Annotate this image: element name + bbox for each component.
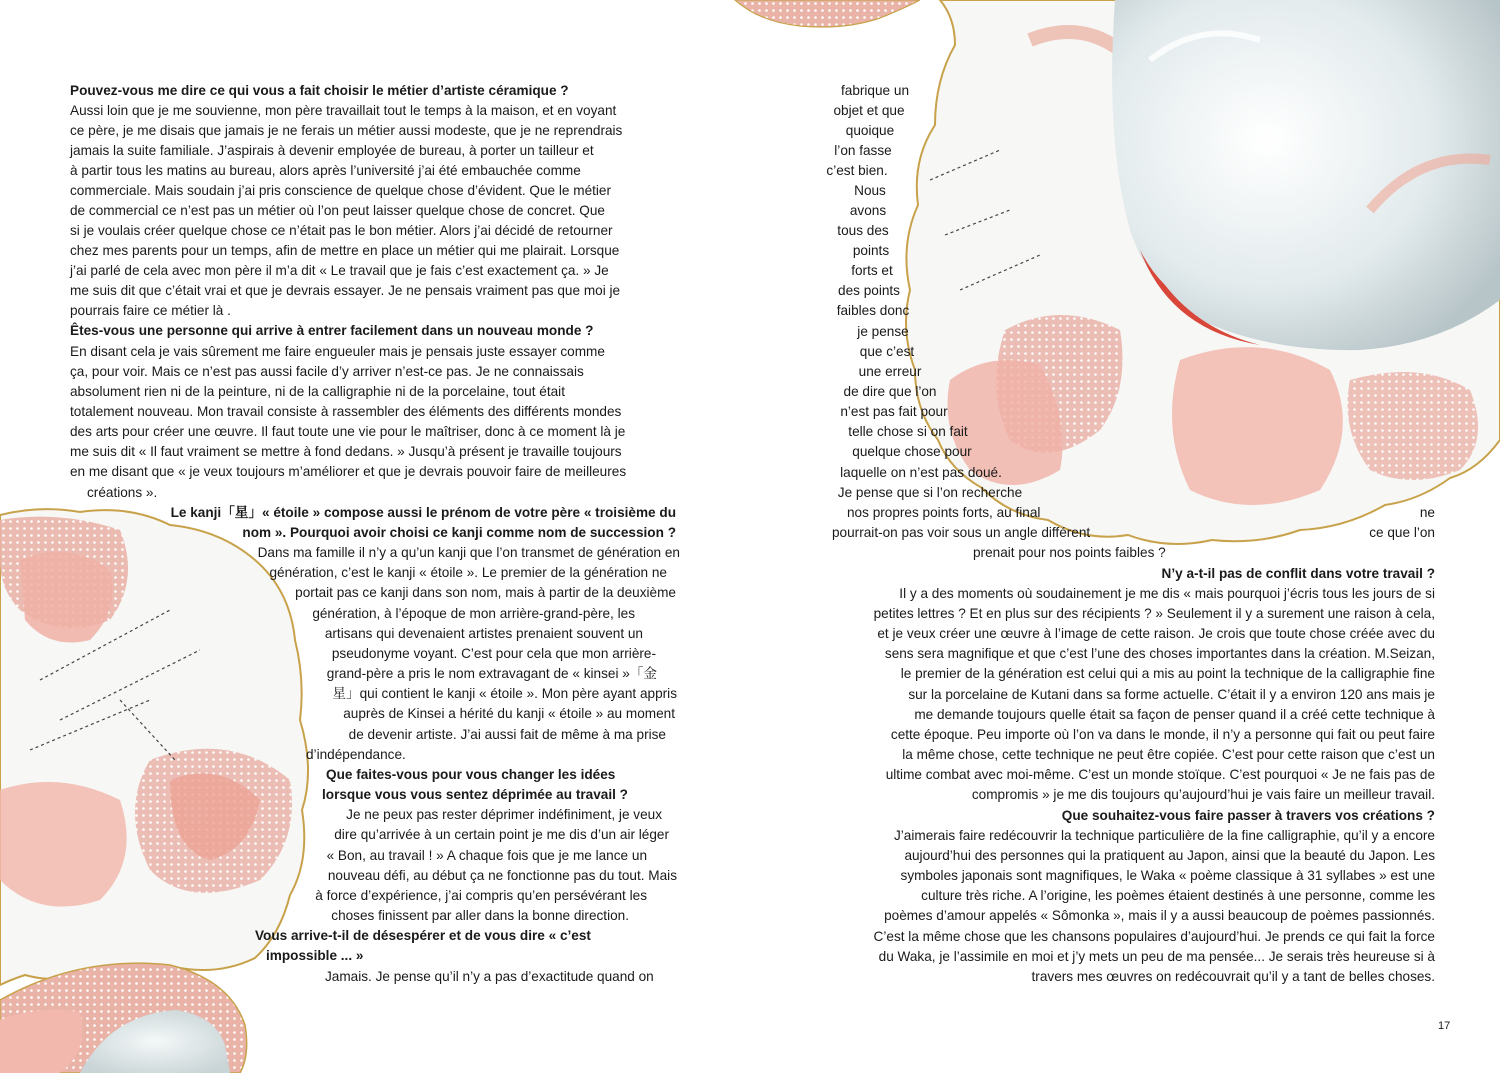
text-line: aujourd’hui des personnes qui la pratiquent au Japon, ainsi que la beauté du Japon. Les — [904, 848, 1435, 863]
text-line: génération, à l’époque de mon arrière-grand-père, les — [312, 606, 635, 621]
text-line: choses finissent par aller dans la bonne direction. — [331, 908, 629, 923]
text-line: la même chose, cette technique ne peut être copiée. C’est pour cette raison que c’est un — [902, 747, 1435, 762]
text-line: Dans ma famille il n’y a qu’un kanji que l’on transmet de génération en — [257, 545, 680, 560]
text-line: quoique — [845, 123, 895, 138]
text-line: « Bon, au travail ! » A chaque fois que je me lance un — [326, 848, 647, 863]
text-line: c’est bien. — [826, 163, 888, 178]
question-heading-6: N’y a-t-il pas de conflit dans votre travail ? — [1161, 566, 1435, 581]
text-line: pourrais faire ce métier là . — [70, 303, 231, 318]
text-line: ultime combat avec moi-même. C’est un monde stoïque. C’est pourquoi « Je ne fais pas de — [885, 767, 1435, 782]
text-line: nos propres points forts, au final — [847, 505, 1041, 520]
text-line: artisans qui devenaient artistes prenaient souvent un — [324, 626, 643, 641]
text-line: me demande toujours quelle était sa façon de penser quand il a créé cette technique à — [914, 707, 1435, 722]
text-line: laquelle on n’est pas doué. — [840, 465, 1002, 480]
text-line: totalement nouveau. Mon travail consiste à rassembler des éléments des différents mondes — [70, 404, 622, 419]
text-line: C’est la même chose que les chansons populaires d’aujourd’hui. Je prends ce qui fait la force — [873, 929, 1435, 944]
text-line: points — [852, 243, 890, 258]
text-line: Jamais. Je pense qu’il n’y a pas d’exactitude quand on — [325, 969, 654, 984]
text-line: le premier de la génération est celui qui a mis au point la technique de la calligraphie fine — [900, 666, 1435, 681]
text-line: ne — [1419, 505, 1435, 520]
text-line: portait pas ce kanji dans son nom, mais à partir de la deuxième — [295, 585, 676, 600]
text-line: poèmes d’amour appelés « Sômonka », mais il y a aussi beaucoup de poèmes passionnés. — [884, 908, 1435, 923]
text-line: l’on fasse — [834, 143, 892, 158]
text-line: telle chose si on fait — [848, 424, 968, 439]
text-line: auprès de Kinsei a hérité du kanji « étoile » au moment — [343, 706, 675, 721]
text-line: J’aimerais faire redécouvrir la technique particulière de la fine calligraphie, qu’il y a encore — [893, 828, 1435, 843]
text-line: absolument rien ni de la peinture, ni de la calligraphie ni de la porcelaine, tout était — [70, 384, 565, 399]
text-line: jamais la suite familiale. J’aspirais à devenir employée de bureau, à porter un tailleur et — [70, 143, 594, 158]
text-line: en me disant que « je veux toujours m’améliorer et que je devrais pouvoir faire de meilleures — [70, 464, 627, 479]
text-line: petites lettres ? Et en plus sur des récipients ? » Seulement il y a surement une raison à cela, — [873, 606, 1435, 621]
text-line: avons — [849, 203, 887, 218]
text-line: que c’est — [859, 344, 915, 359]
text-line: des arts pour créer une œuvre. Il faut toute une vie pour le maîtriser, donc à ce moment là je — [70, 424, 626, 439]
text-line: 星」qui contient le kanji « étoile ». Mon père ayant appris — [332, 686, 677, 701]
text-line: Nous — [854, 183, 886, 198]
text-line: grand-père a pris le nom extravagant de « kinsei »「金 — [326, 666, 657, 681]
text-line: pseudonyme voyant. C’est pour cela que mon arrière- — [331, 646, 656, 661]
text-line: commerciale. Mais soudain j’ai pris conscience de quelque chose d’évident. Que le métier — [70, 183, 612, 198]
question-heading-3: Le kanji「星」« étoile » compose aussi le prénom de votre père « troisième du — [170, 505, 676, 520]
text-line: Je pense que si l’on recherche — [837, 485, 1023, 500]
saucer-bottom-left — [0, 509, 308, 985]
question-heading-4-cont: lorsque vous vous sentez déprimée au travail ? — [322, 787, 628, 802]
text-line: une erreur — [858, 364, 922, 379]
text-line: sur la porcelaine de Kutani dans sa forme actuelle. C’était il y a environ 120 ans mais je — [908, 687, 1435, 702]
question-heading-7: Que souhaitez-vous faire passer à travers vos créations ? — [1061, 808, 1435, 823]
text-line: ce que l’on — [1369, 525, 1435, 540]
text-line: nouveau défi, au début ça ne fonctionne pas du tout. Mais — [327, 868, 677, 883]
text-line: ça, pour voir. Mais ce n’est pas aussi facile d’y arriver n’est-ce pas. Je ne connaissais — [70, 364, 584, 379]
text-line: dire qu’arrivée à un certain point je me dis d’un air léger — [334, 827, 669, 842]
text-line: je pense — [857, 324, 909, 339]
text-line: forts et — [851, 263, 893, 278]
text-line: prenait pour nos points faibles ? — [973, 545, 1166, 560]
saucer-top-peek — [735, 0, 920, 27]
text-line: me suis dit que c’était vrai et que je devrais essayer. Je ne pensais vraiment pas que moi je — [70, 283, 621, 298]
text-line: culture très riche. A l’origine, les poèmes étaient destinés à une personne, comme les — [921, 888, 1435, 903]
text-line: En disant cela je vais sûrement me faire engueuler mais je pensais juste essayer comme — [70, 344, 605, 359]
text-line: compromis » je me dis toujours qu’aujourd’hui je vais faire un meilleur travail. — [971, 787, 1435, 802]
text-line: Aussi loin que je me souvienne, mon père travaillait tout le temps à la maison, et en voyant — [70, 103, 617, 118]
text-line: objet et que — [833, 103, 905, 118]
text-line: symboles japonais sont magnifiques, le Waka « poème classique à 31 syllabes » est une — [900, 868, 1435, 883]
text-line: chez mes parents pour un temps, afin de mettre en place un métier qui me plairait. Lorsque — [70, 243, 620, 258]
question-heading-3-cont: nom ». Pourquoi avoir choisi ce kanji comme nom de succession ? — [242, 525, 676, 540]
question-heading-5-cont: impossible ... » — [266, 948, 364, 963]
text-line: génération, c’est le kanji « étoile ». Le premier de la génération ne — [269, 565, 667, 580]
text-line: des points — [838, 283, 900, 298]
text-line: de dire que l’on — [843, 384, 937, 399]
text-line: n’est pas fait pour — [840, 404, 948, 419]
text-line: tous des — [837, 223, 889, 238]
text-line: faibles donc — [836, 303, 910, 318]
question-heading-2: Êtes-vous une personne qui arrive à entrer facilement dans un nouveau monde ? — [70, 323, 594, 338]
text-line: me suis dit « Il faut vraiment se mettre à fond dedans. » Jusqu’à présent je travaille toujours — [70, 444, 622, 459]
question-heading-5: Vous arrive-t-il de désespérer et de vous dire « c’est — [255, 928, 591, 943]
text-line: travers mes œuvres on redécouvrait qu’il y a tant de belles choses. — [1031, 969, 1435, 984]
page-number: 17 — [1438, 1020, 1451, 1032]
text-line: et je veux créer une œuvre à l’image de cette raison. Je crois que toute chose créée avec du — [877, 626, 1435, 641]
text-line: j’ai parlé de cela avec mon père il m’a dit « Le travail que je fais c’est exactement ça. » Je — [70, 263, 609, 278]
text-line: ce père, je me disais que jamais je ne ferais un métier aussi modeste, que je ne reprendrais — [70, 123, 623, 138]
text-line: Il y a des moments où soudainement je me dis « mais pourquoi j’écris tous les jours de si — [899, 586, 1435, 601]
text-line: cette époque. Peu importe où l’on va dans le monde, il n’y a personne qui fait ou peut faire — [890, 727, 1435, 742]
text-line: à force d’expérience, j’ai compris qu’en persévérant les — [315, 888, 647, 903]
text-line: fabrique un — [840, 83, 910, 98]
text-line: créations ». — [87, 485, 158, 500]
text-line: du Waka, je l’assimile en moi et j’y mets un peu de ma pensée... Je serais très heureuse si à — [878, 949, 1435, 964]
text-line: de commercial ce n’est pas un métier où l’on peut laisser quelque chose de concret. Que — [70, 203, 605, 218]
text-line: à partir tous les matins au bureau, alors après l’université j’ai été embauchée comme — [70, 163, 581, 178]
question-heading-4: Que faites-vous pour vous changer les idées — [326, 767, 616, 782]
cup-bottom-left — [0, 963, 247, 1073]
text-line: si je voulais créer quelque chose ce n’était pas le bon métier. Alors j’ai décidé de retourner — [70, 223, 613, 238]
question-heading-1: Pouvez-vous me dire ce qui vous a fait choisir le métier d’artiste céramique ? — [70, 83, 569, 98]
text-line: sens sera magnifique et que c’est l’une des choses importantes dans la création. M.Seizan, — [884, 646, 1435, 661]
text-line: d’indépendance. — [306, 747, 406, 762]
text-line: Je ne peux pas rester déprimer indéfiniment, je veux — [346, 807, 662, 822]
text-line: pourrait-on pas voir sous un angle différent — [832, 525, 1091, 540]
text-line: quelque chose pour — [852, 444, 972, 459]
text-line: de devenir artiste. J’ai aussi fait de même à ma prise — [348, 727, 666, 742]
